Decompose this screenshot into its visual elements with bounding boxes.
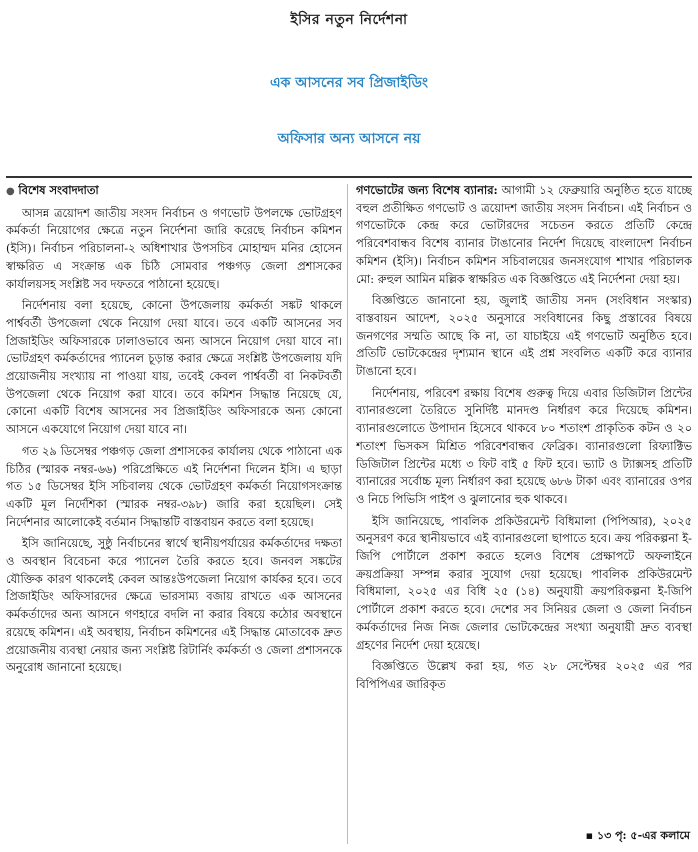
paragraph: ইসি জানিয়েছে, পাবলিক প্রকিউরমেন্ট বিধিমালা (পিপিআর), ২০২৫ অনুসরণ করে স্থানীয়ভাবে এই ব্যানারগুলো ছাপাতে হবে। ক্রয় পরিকল্পনা ই-জিপি পোর্টালে প্রকাশ করতে হলেও বিশেষ প্রেক্ষাপটে অফলাইনে ক্রয়প্রক্রিয়া সম্পন্ন করার সুযোগ দেয়া হয়েছে। পাবলিক প্রকিউরমেন্ট বিধিমালা, ২০২৫ এর বিধি ২৫ (১৪) অনুযায়ী ক্রয়পরিকল্পনা ই-জিপি পোর্টালে প্রকাশ করতে হবে। দেশের সব সিনিয়র জেলা ও জেলা নির্বাচন কর্মকর্তাদের নিজ নিজ জেলার ভোটকেন্দ্রের সংখ্যা অনুযায়ী দ্রুত ব্যবস্থা গ্রহণের নির্দেশ দেয়া হয়েছে। bbox=[356, 513, 692, 652]
headline-line-2: অফিসার অন্য আসনে নয় bbox=[277, 131, 421, 147]
subsection-paragraph bbox=[356, 182, 692, 288]
paragraph: আসন্ন ত্রয়োদশ জাতীয় সংসদ নির্বাচন ও গণভোট উপলক্ষে ভোটগ্রহণ কর্মকর্তা নিয়োগের ক্ষেত্রে নতুন নির্দেশনা জারি করেছে নির্বাচন কমিশন (ইসি)। নির্বাচন পরিচালনা-২ অধিশাখার উপসচিব মোহাম্মদ মনির হোসেন স্বাক্ষরিত এ সংক্রান্ত এক চিঠি সোমবার পঞ্চগড় জেলা প্রশাসকের কার্যালয়সহ সংশ্লিষ্ট সব দফতরে পাঠানো হয়েছে। bbox=[6, 205, 342, 291]
paragraph: নির্দেশনায়, পরিবেশ রক্ষায় বিশেষ গুরুত্ব দিয়ে এবার ডিজিটাল প্রিন্টের ব্যানারগুলো তৈরিতে সুনির্দিষ্ট মানদণ্ড নির্ধারণ করে দিয়েছে কমিশন। ব্যানারগুলোতে উপাদান হিসেবে থাকবে ৮০ শতাংশ প্রাকৃতিক কটন ও ২০ শতাংশ ভিসকস মিশ্রিত পরিবেশবান্ধব ফেব্রিক। ব্যানারগুলো রিফ্যাক্টিভ ডিজিটাল প্রিন্টের মধ্যে ৩ ফিট বাই ৫ ফিট হবে। ভ্যাট ও ট্যাক্সসহ প্রতিটি ব্যানারের সর্বোচ্চ মূল্য নির্ধারণ করা হয়েছে ৬৮৬ টাকা এবং ব্যানারের ওপর ও নিচে পিভিসি পাইপ ও ঝুলানোর হুক থাকবে। bbox=[356, 385, 692, 506]
byline: বিশেষ সংবাদদাতা bbox=[18, 183, 99, 197]
headline-line-1: এক আসনের সব প্রিজাইডিং bbox=[269, 75, 429, 91]
paragraph: নির্দেশনায় বলা হয়েছে, কোনো উপজেলায় কর্মকর্তা সঙ্কট থাকলে পার্শ্ববর্তী উপজেলা থেকে নিয়োগ দেয়া যাবে। তবে একটি আসনের সব প্রিজাইডিং অফিসারকে ঢালাওভাবে অন্য আসনে নিয়োগ দেয়া যাবে না। ভোটগ্রহণ কর্মকর্তাদের প্যানেল চূড়ান্ত করার ক্ষেত্রে সংশ্লিষ্ট উপজেলায় যদি প্রয়োজনীয় সংখ্যায় না পাওয়া যায়, তবেই কেবল পার্শ্ববর্তী বা নিকটবর্তী উপজেলা থেকে নিয়োগ করা যাবে। তবে কমিশন সিদ্ধান্ত নিয়েছে যে, কোনো একটি বিশেষ আসনের সব প্রিজাইডিং অফিসারকে অন্য কোনো আসনে একযোগে নিয়োগ দেয়া যাবে না। bbox=[6, 298, 342, 437]
article-kicker: ইসির নতুন নির্দেশনা bbox=[290, 12, 408, 28]
paragraph: বিজ্ঞপ্তিতে উল্লেখ করা হয়, গত ২৮ সেপ্টেম্বর ২০২৫ এর পর বিপিপিএর জারিকৃত bbox=[356, 659, 692, 691]
subheading: গণভোটের জন্য বিশেষ ব্যানার: bbox=[356, 183, 498, 197]
column-divider bbox=[347, 184, 348, 844]
headline-rule bbox=[6, 176, 692, 178]
continuation-note: ▪ ১৩ পৃ: ৫-এর কলামে bbox=[585, 829, 690, 842]
paragraph: গত ২৯ ডিসেম্বর পঞ্চগড় জেলা প্রশাসকের কার্যালয় থেকে পাঠানো এক চিঠির (স্মারক নম্বর-৬৬) পরিপ্রেক্ষিতে এই নির্দেশনা দিলেন ইসি। এ ছাড়া গত ১৫ ডিসেম্বর ইসি সচিবালয় থেকে ভোটগ্রহণ কর্মকর্তা নিয়োগসংক্রান্ত একটি মূল নির্দেশিকা (স্মারক নম্বর-৩৯৮) জারি করা হয়েছিল। সেই নির্দেশনার আলোকেই বর্তমান সিদ্ধান্তটি বাস্তবায়ন করতে বলা হয়েছে। bbox=[6, 443, 342, 529]
byline-paragraph bbox=[6, 182, 342, 201]
paragraph: ইসি জানিয়েছে, সুষ্ঠু নির্বাচনের স্বার্থে স্থানীয়পর্যায়ের কর্মকর্তাদের দক্ষতা ও অবস্থান বিবেচনা করে প্যানেল তৈরি করতে হবে। জনবল সঙ্কটের যৌক্তিক কারণ থাকলেই কেবল আন্তঃউপজেলা নিয়োগ কার্যকর হবে। তবে প্রিজাইডিং অফিসারদের ক্ষেত্রে ভারসাম্য বজায় রাখতে এক আসনের কর্মকর্তাদের অন্য আসনে গণহারে বদলি না করার বিষয়ে কঠোর অবস্থানে রয়েছে কমিশন। এই অবস্থায়, নির্বাচন কমিশনের এই সিদ্ধান্ত মোতাবেক দ্রুত প্রয়োজনীয় ব্যবস্থা নেয়ার জন্য সংশ্লিষ্ট রিটার্নিং কর্মকর্তা ও জেলা প্রশাসনকে অনুরোধ জানানো হয়েছে। bbox=[6, 536, 342, 675]
column-left bbox=[6, 182, 342, 844]
subsection-text: আগামী ১২ ফেব্রুয়ারি অনুষ্ঠিত হতে যাচ্ছে বহুল প্রতীক্ষিত গণভোট ও ত্রয়োদশ জাতীয় সংসদ নির্বাচন। এই নির্বাচন ও গণভোটকে কেন্দ্র করে ভোটারদের সচেতন করতে প্রতিটি কেন্দ্রে পরিবেশবান্ধব বিশেষ ব্যানার টাঙানোর নির্দেশ দিয়েছে বাংলাদেশ নির্বাচন কমিশন (ইসি)। নির্বাচন কমিশন সচিবালয়ের জনসংযোগ শাখার পরিচালক মো: রুহুল আমিন মল্লিক স্বাক্ষরিত এক বিজ্ঞপ্তিতে এই নির্দেশনা দেয়া হয়। bbox=[356, 183, 692, 286]
column-right bbox=[356, 182, 692, 844]
paragraph: বিজ্ঞপ্তিতে জানানো হয়, জুলাই জাতীয় সনদ (সংবিধান সংস্কার) বাস্তবায়ন আদেশ, ২০২৫ অনুসারে সংবিধানের কিছু প্রস্তাবের বিষয়ে জনগণের সম্মতি আছে কি না, তা যাচাইয়ে এই গণভোট অনুষ্ঠিত হবে। প্রতিটি ভোটকেন্দ্রের দৃশ্যমান স্থানে এই প্রশ্ন সংবলিত একটি করে ব্যানার টাঙানো হবে। bbox=[356, 293, 692, 379]
bullet-icon: ● bbox=[6, 186, 15, 197]
